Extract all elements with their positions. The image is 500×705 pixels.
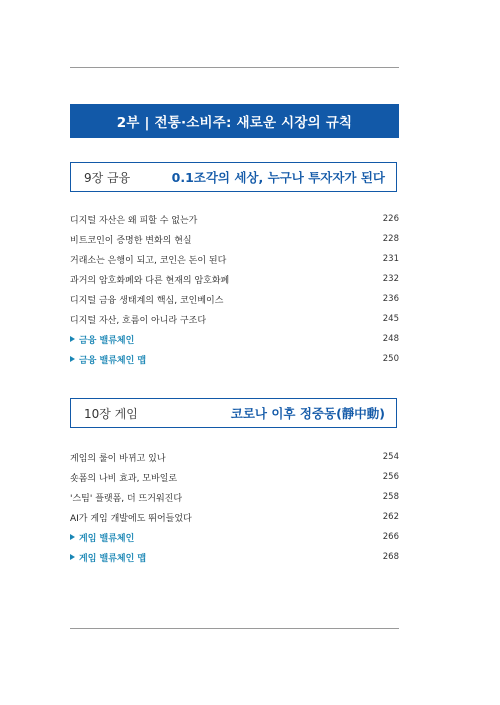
toc-entry-title: 비트코인이 증명한 변화의 현실 [70, 235, 192, 246]
toc-entry[interactable] [70, 487, 399, 507]
toc-entry-title: 과거의 암호화폐와 다른 현재의 암호화폐 [70, 275, 230, 286]
toc-entry-title: 거래소는 은행이 되고, 코인은 돈이 된다 [70, 255, 227, 266]
toc-entry-page: 231 [382, 254, 399, 264]
chapter-10-title: 코로나 이후 정중동(靜中動) [230, 406, 385, 421]
toc-entry-page: 254 [382, 452, 399, 462]
chapter-9-header [70, 162, 397, 192]
toc-entry-page: 228 [382, 234, 399, 244]
toc-entry[interactable] [70, 447, 399, 467]
toc-entry[interactable] [70, 209, 399, 229]
triangle-bullet-icon [70, 534, 75, 540]
toc-entry-title: 게임의 룰이 바뀌고 있나 [70, 453, 166, 464]
toc-entry-page: 232 [382, 274, 399, 284]
toc-entry-page: 250 [382, 354, 399, 364]
top-rule [70, 67, 399, 68]
chapter-10-header [70, 398, 397, 428]
toc-entry-page: 256 [382, 472, 399, 482]
toc-entry[interactable] [70, 269, 399, 289]
triangle-bullet-icon [70, 554, 75, 560]
toc-entry-title: '스팀' 플랫폼, 더 뜨거워진다 [70, 493, 183, 504]
chapter-9-toc [70, 209, 399, 369]
part-title-banner [70, 104, 399, 138]
toc-entry[interactable] [70, 507, 399, 527]
toc-entry[interactable] [70, 289, 399, 309]
part-title: 2부 | 전통·소비주: 새로운 시장의 규칙 [116, 115, 353, 131]
toc-entry[interactable] [70, 467, 399, 487]
toc-entry-page: 236 [382, 294, 399, 304]
chapter-9-label: 9장 금융 [84, 170, 131, 185]
toc-entry-title: 게임 밸류체인 맵 [79, 553, 147, 564]
toc-entry-page: 266 [382, 532, 399, 542]
toc-entry[interactable] [70, 309, 399, 329]
toc-entry-title: 게임 밸류체인 [79, 533, 135, 544]
toc-entry-title: 금융 밸류체인 [79, 335, 135, 346]
toc-entry-title: AI가 게임 개발에도 뛰어들었다 [70, 513, 192, 524]
chapter-10-toc [70, 447, 399, 567]
toc-entry-title: 디지털 자산, 흐름이 아니라 구조다 [70, 315, 207, 326]
toc-entry-title: 금융 밸류체인 맵 [79, 355, 147, 366]
toc-entry[interactable] [70, 249, 399, 269]
toc-entry-page: 262 [382, 512, 399, 522]
toc-entry-page: 258 [382, 492, 399, 502]
toc-entry-value-chain[interactable] [70, 527, 399, 547]
toc-entry-page: 245 [382, 314, 399, 324]
toc-entry-value-chain-map[interactable] [70, 349, 399, 369]
chapter-9-title: 0.1조각의 세상, 누구나 투자자가 된다 [171, 170, 385, 185]
toc-entry-title: 숏폼의 나비 효과, 모바일로 [70, 473, 178, 484]
toc-entry-value-chain[interactable] [70, 329, 399, 349]
toc-entry-title: 디지털 금융 생태계의 핵심, 코인베이스 [70, 295, 224, 306]
toc-entry-title: 디지털 자산은 왜 피할 수 없는가 [70, 215, 198, 226]
chapter-10-label: 10장 게임 [84, 406, 138, 421]
toc-entry-page: 226 [382, 214, 399, 224]
toc-entry-page: 248 [382, 334, 399, 344]
toc-entry-value-chain-map[interactable] [70, 547, 399, 567]
toc-entry[interactable] [70, 229, 399, 249]
triangle-bullet-icon [70, 336, 75, 342]
bottom-rule [70, 628, 399, 629]
triangle-bullet-icon [70, 356, 75, 362]
toc-entry-page: 268 [382, 552, 399, 562]
